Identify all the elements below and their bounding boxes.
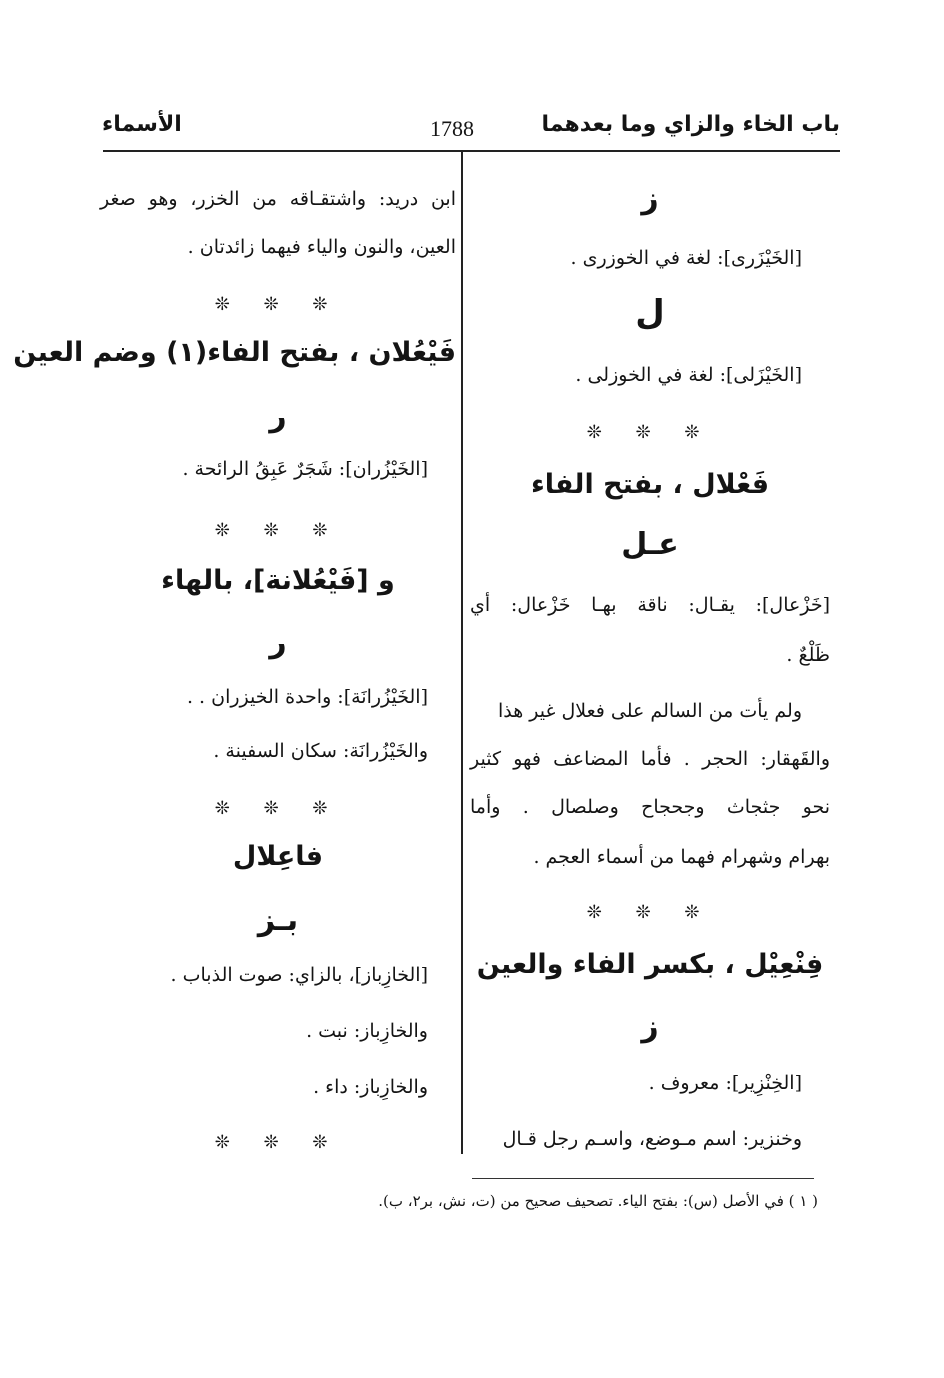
entry-line: [الخَيْزَلى]: لغة في الخوزلى .	[575, 364, 802, 386]
pattern-heading: فِنْعِيْل ، بكسر الفاء والعين	[476, 949, 824, 980]
entry-line: والقَهقار: الحجر . فأما المضاعف فهو كثير	[470, 748, 830, 770]
entry-line: وخنزير: اسم مـوضع، واسـم رجل قـال	[502, 1128, 802, 1150]
entry-line: [الخَيْزُرانَة]: واحدة الخيزران . .	[186, 686, 428, 708]
pattern-heading: فاعِلال	[232, 841, 324, 872]
root-letter: ز	[641, 1009, 659, 1044]
footnote-rule	[472, 1178, 814, 1179]
root-letter: ل	[635, 293, 665, 333]
entry-line: ظَلْعٌ .	[786, 644, 830, 666]
chapter-title: باب الخاء والزاي وما بعدهما	[541, 112, 840, 137]
entry-line: [الخَيْزَرى]: لغة في الخوزرى .	[570, 247, 802, 269]
entry-line: العين، والنون والياء فيهما زائدتان .	[187, 236, 456, 258]
root-letter: بـز	[257, 903, 299, 938]
entry-line: [خَزْعال]: يقـال: ناقة بهـا خَزْعال: أي	[470, 594, 830, 616]
root-letter: ر	[269, 625, 287, 660]
entry-line: ولم يأت من السالم على فعلال غير هذا	[497, 700, 802, 722]
pattern-heading: فَعْلال ، بفتح الفاء	[530, 469, 770, 500]
entry-line: ابن دريد: واشتقـاقه من الخزر، وهو صغر	[100, 188, 456, 210]
section-separator: ❊ ❊ ❊	[586, 422, 714, 443]
section-separator: ❊ ❊ ❊	[586, 902, 714, 923]
pattern-heading: فَيْعُلان ، بفتح الفاء(١) وضم العين	[13, 337, 456, 368]
section-separator: ❊ ❊ ❊	[214, 520, 342, 541]
entry-line: والخَيْزُرانَة: سكان السفينة .	[213, 740, 428, 762]
header-rule	[103, 150, 840, 152]
footnote: ( ١ ) في الأصل (س): بفتح الياء. تصحيف صحيح من (ت، نش، بر٢، ب).	[378, 1192, 818, 1210]
entry-line: [الخازِباز]، بالزاي: صوت الذباب .	[170, 964, 428, 986]
entry-line: والخازِباز: نبت .	[306, 1020, 428, 1042]
entry-line: [الخِنْزِير]: معروف .	[648, 1072, 802, 1094]
section-title: الأسماء	[102, 112, 182, 137]
pattern-heading: و [فَيْعُلانة]، بالهاء	[161, 565, 395, 596]
entry-line: بهرام وشهرام فهما من أسماء العجم .	[533, 846, 830, 868]
entry-line: نحو جثجاث وجحجاح وصلصال . وأما	[470, 796, 830, 818]
section-separator: ❊ ❊ ❊	[214, 1132, 342, 1153]
section-separator: ❊ ❊ ❊	[214, 798, 342, 819]
entry-line: [الخَيْزُران]: شَجَرٌ عَبِقُ الرائحة .	[182, 458, 428, 480]
root-letter: ز	[641, 181, 659, 216]
column-divider	[461, 152, 463, 1154]
page-header	[100, 110, 840, 150]
root-letter: عـل	[621, 527, 679, 562]
entry-line: والخازِباز: داء .	[313, 1076, 428, 1098]
page-number: 1788	[430, 116, 474, 141]
section-separator: ❊ ❊ ❊	[214, 294, 342, 315]
root-letter: ر	[269, 399, 287, 434]
